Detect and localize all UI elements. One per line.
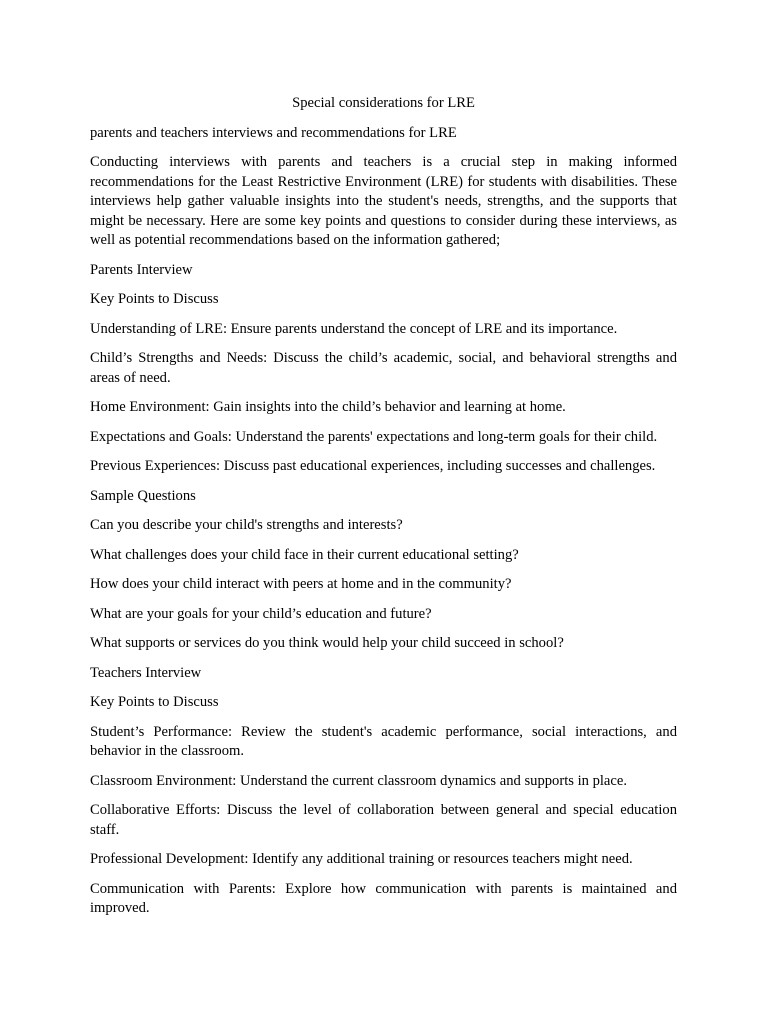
- sample-question: How does your child interact with peers at home and in the community?: [90, 576, 512, 592]
- teachers-interview-heading: Teachers Interview: [90, 664, 202, 681]
- document-title: Special considerations for LRE: [292, 95, 475, 111]
- teachers-key-point: Student’s Performance: Review the student's academic performance, social interactions, and behavior in the classroom.: [90, 723, 677, 759]
- parents-interview-heading: Parents Interview: [90, 261, 193, 278]
- parents-key-point: Child’s Strengths and Needs: Discuss the child’s academic, social, and behavioral strengths and areas of need.: [90, 350, 677, 386]
- teachers-key-point: Classroom Environment: Understand the current classroom dynamics and supports in place.: [90, 772, 628, 789]
- sample-question: What are your goals for your child’s education and future?: [90, 605, 432, 622]
- teachers-key-point: Communication with Parents: Explore how communication with parents is maintained and improved.: [90, 880, 677, 916]
- intro-paragraph: Conducting interviews with parents and teachers is a crucial step in making informed recommendations for the Least Restrictive Environment (LRE) for students with disabilities. These interviews help gather valuable insights into the student's needs, strengths, and the supports that might be necessary. Here are some key points and questions to consider during these interviews, as well as potential recommendations based on the information gathered;: [90, 154, 677, 248]
- sample-question: What challenges does your child face in their current educational setting?: [90, 546, 519, 563]
- sample-question: What supports or services do you think would help your child succeed in school?: [90, 635, 564, 651]
- parents-key-point: Understanding of LRE: Ensure parents understand the concept of LRE and its importance.: [90, 320, 618, 337]
- sample-question: Can you describe your child's strengths and interests?: [90, 517, 403, 533]
- parents-key-points-heading: Key Points to Discuss: [90, 291, 219, 307]
- sample-questions-heading: Sample Questions: [90, 487, 196, 504]
- parents-key-point: Previous Experiences: Discuss past educational experiences, including successes and challenges.: [90, 458, 656, 474]
- document-subtitle: parents and teachers interviews and recommendations for LRE: [90, 124, 457, 141]
- document-page: [90, 94, 677, 929]
- teachers-key-points-heading: Key Points to Discuss: [90, 694, 219, 710]
- teachers-key-point: Professional Development: Identify any additional training or resources teachers might need.: [90, 851, 633, 867]
- parents-key-point: Home Environment: Gain insights into the child’s behavior and learning at home.: [90, 399, 566, 415]
- teachers-key-point: Collaborative Efforts: Discuss the level of collaboration between general and special education staff.: [90, 802, 677, 838]
- parents-key-point: Expectations and Goals: Understand the parents' expectations and long-term goals for their child.: [90, 428, 658, 445]
